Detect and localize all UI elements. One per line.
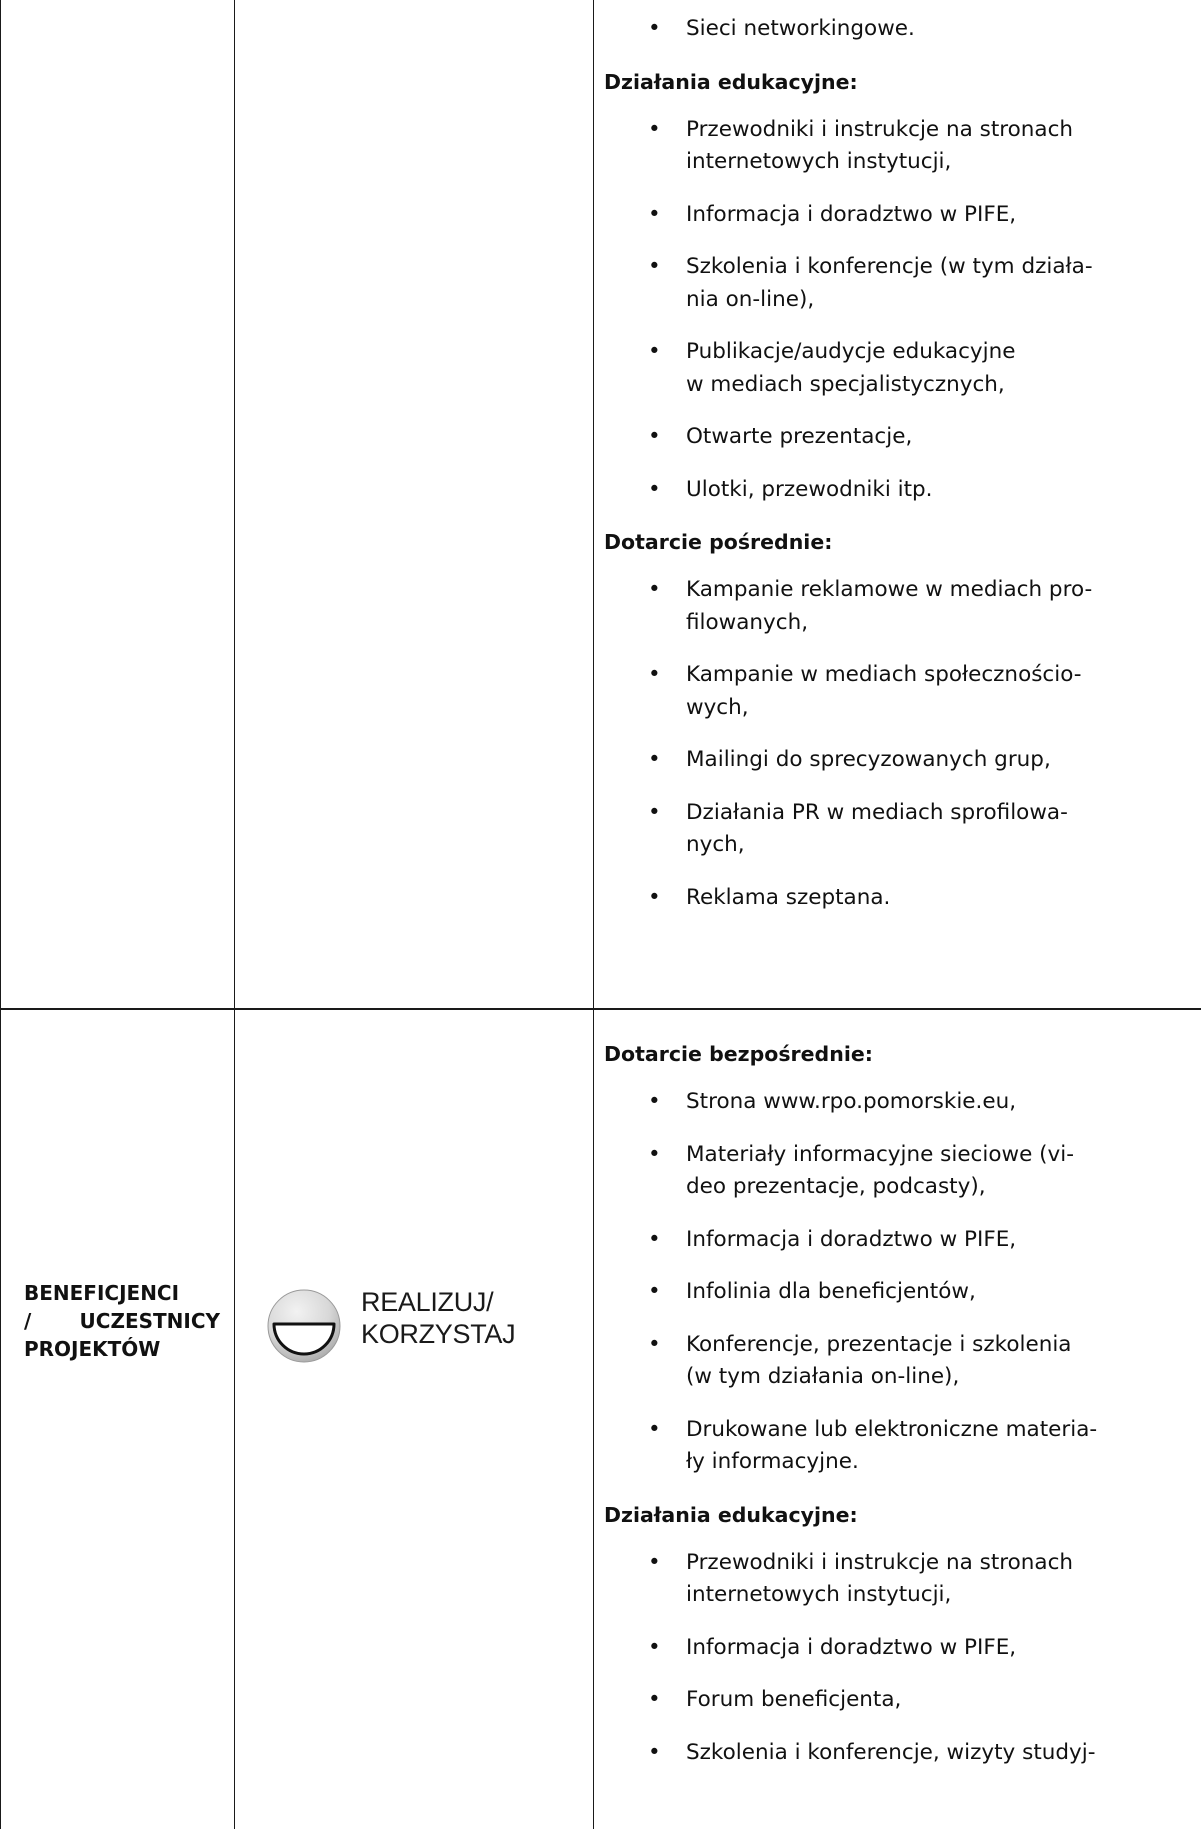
list-item-text: Informacja i doradztwo w PIFE, xyxy=(686,201,1017,227)
bullet-icon: • xyxy=(648,799,661,825)
list-item-text: (w tym działania on-line), xyxy=(686,1364,960,1389)
action-label xyxy=(361,1286,515,1350)
list-item-text: internetowych instytucji, xyxy=(686,149,952,174)
bullet-icon: • xyxy=(648,1416,661,1442)
bullet-icon: • xyxy=(648,424,661,449)
list-item-text: Szkolenia i konferencje (w tym działa- xyxy=(686,254,1093,279)
action-line-2: KORZYSTAJ xyxy=(361,1319,516,1349)
list-item xyxy=(604,1547,1201,1612)
list-item-text: Drukowane lub elektroniczne materia- xyxy=(686,1416,1098,1442)
list-item xyxy=(604,744,1201,777)
list-item-text: Kampanie w mediach społecznościo- xyxy=(686,662,1082,687)
list-item-text: Przewodniki i instrukcje na stronach xyxy=(686,1549,1074,1575)
list-item xyxy=(604,199,1201,232)
list-item-text: Szkolenia i konferencje, wizyty studyj- xyxy=(686,1739,1096,1765)
list-item-text: wych, xyxy=(686,694,749,720)
list-item-text: Otwarte prezentacje, xyxy=(686,424,913,449)
row1-top-list xyxy=(604,13,1201,46)
bullet-icon: • xyxy=(648,1634,661,1660)
row2-direct-list xyxy=(604,1086,1201,1479)
bullet-icon: • xyxy=(648,747,661,772)
bullet-icon: • xyxy=(648,1279,661,1304)
table-left-border xyxy=(0,0,1,1829)
list-item xyxy=(604,1276,1201,1309)
row-divider xyxy=(0,1008,1201,1010)
list-item-text: Reklama szeptana. xyxy=(686,884,891,910)
list-item-text: w mediach specjalistycznych, xyxy=(686,371,1005,397)
bullet-icon: • xyxy=(648,254,661,279)
category-word: UCZESTNICY xyxy=(79,1309,220,1333)
list-item xyxy=(604,421,1201,454)
list-item-text: internetowych instytucji, xyxy=(686,1582,952,1607)
list-item xyxy=(604,251,1201,316)
category-line-3: PROJEKTÓW xyxy=(24,1337,161,1361)
list-item-text: Publikacje/audycje edukacyjne xyxy=(686,339,1016,364)
row1-education-list xyxy=(604,114,1201,507)
list-item-text: deo prezentacje, podcasty), xyxy=(686,1174,986,1199)
list-item xyxy=(604,474,1201,507)
action-line-1: REALIZUJ/ xyxy=(361,1287,494,1317)
bullet-icon: • xyxy=(648,884,661,910)
list-item-text: Materiały informacyjne sieciowe (vi- xyxy=(686,1141,1074,1167)
bullet-icon: • xyxy=(648,1141,661,1167)
list-item-text: Kampanie reklamowe w mediach pro- xyxy=(686,577,1093,602)
bullet-icon: • xyxy=(648,201,661,227)
list-item-text: filowanych, xyxy=(686,609,809,635)
list-item xyxy=(604,1632,1201,1665)
bullet-icon: • xyxy=(648,476,661,502)
list-item-text: Infolinia dla beneficjentów, xyxy=(686,1279,976,1304)
row1-content-cell xyxy=(604,13,1201,914)
row1-indirect-list xyxy=(604,574,1201,914)
list-item xyxy=(604,1086,1201,1119)
list-item xyxy=(604,1139,1201,1204)
bullet-icon: • xyxy=(648,662,661,687)
list-item-text: Przewodniki i instrukcje na stronach xyxy=(686,116,1074,142)
bullet-icon: • xyxy=(648,1687,661,1712)
row2-education-list xyxy=(604,1547,1201,1770)
category-label xyxy=(24,1279,220,1363)
column-divider-1 xyxy=(234,0,235,1829)
bullet-icon: • xyxy=(648,16,661,41)
list-item xyxy=(604,574,1201,639)
list-item xyxy=(604,336,1201,401)
list-item-text: Konferencje, prezentacje i szkolenia xyxy=(686,1331,1072,1357)
section-heading: Działania edukacyjne: xyxy=(604,69,858,94)
section-heading: Dotarcie bezpośrednie: xyxy=(604,1042,873,1066)
category-slash: / xyxy=(24,1309,32,1333)
list-item xyxy=(604,1737,1201,1770)
list-item-text: Informacja i doradztwo w PIFE, xyxy=(686,1226,1017,1252)
row2-content-cell xyxy=(604,1040,1201,1769)
bullet-icon: • xyxy=(648,116,661,142)
list-item-text: Mailingi do sprecyzowanych grup, xyxy=(686,747,1051,772)
category-line-2 xyxy=(24,1307,220,1335)
section-heading: Dotarcie pośrednie: xyxy=(604,530,833,554)
bullet-icon: • xyxy=(648,339,661,364)
list-item xyxy=(604,1329,1201,1394)
list-item xyxy=(604,797,1201,862)
list-item xyxy=(604,882,1201,915)
list-item-text: Informacja i doradztwo w PIFE, xyxy=(686,1634,1017,1660)
bullet-icon: • xyxy=(648,1089,661,1114)
list-item xyxy=(604,13,1201,46)
list-item-text: nych, xyxy=(686,832,745,857)
list-item-text: nia on-line), xyxy=(686,286,815,312)
list-item-text: Strona www.rpo.pomorskie.eu, xyxy=(686,1089,1017,1114)
bullet-icon: • xyxy=(648,1549,661,1575)
category-line-1: BENEFICJENCI xyxy=(24,1281,180,1305)
bullet-icon: • xyxy=(648,1739,661,1765)
list-item-text: Forum beneficjenta, xyxy=(686,1687,902,1712)
list-item-text: Ulotki, przewodniki itp. xyxy=(686,476,933,502)
bullet-icon: • xyxy=(648,1226,661,1252)
list-item xyxy=(604,659,1201,724)
list-item xyxy=(604,1414,1201,1479)
column-divider-2 xyxy=(593,0,594,1829)
list-item xyxy=(604,1684,1201,1717)
half-circle-button-icon xyxy=(264,1286,344,1366)
list-item-text: Działania PR w mediach sprofilowa- xyxy=(686,799,1068,825)
list-item xyxy=(604,114,1201,179)
list-item-text: ły informacyjne. xyxy=(686,1449,859,1474)
list-item xyxy=(604,1224,1201,1257)
bullet-icon: • xyxy=(648,577,661,602)
section-heading: Działania edukacyjne: xyxy=(604,1502,858,1527)
list-item-text: Sieci networkingowe. xyxy=(686,16,915,41)
bullet-icon: • xyxy=(648,1331,661,1357)
